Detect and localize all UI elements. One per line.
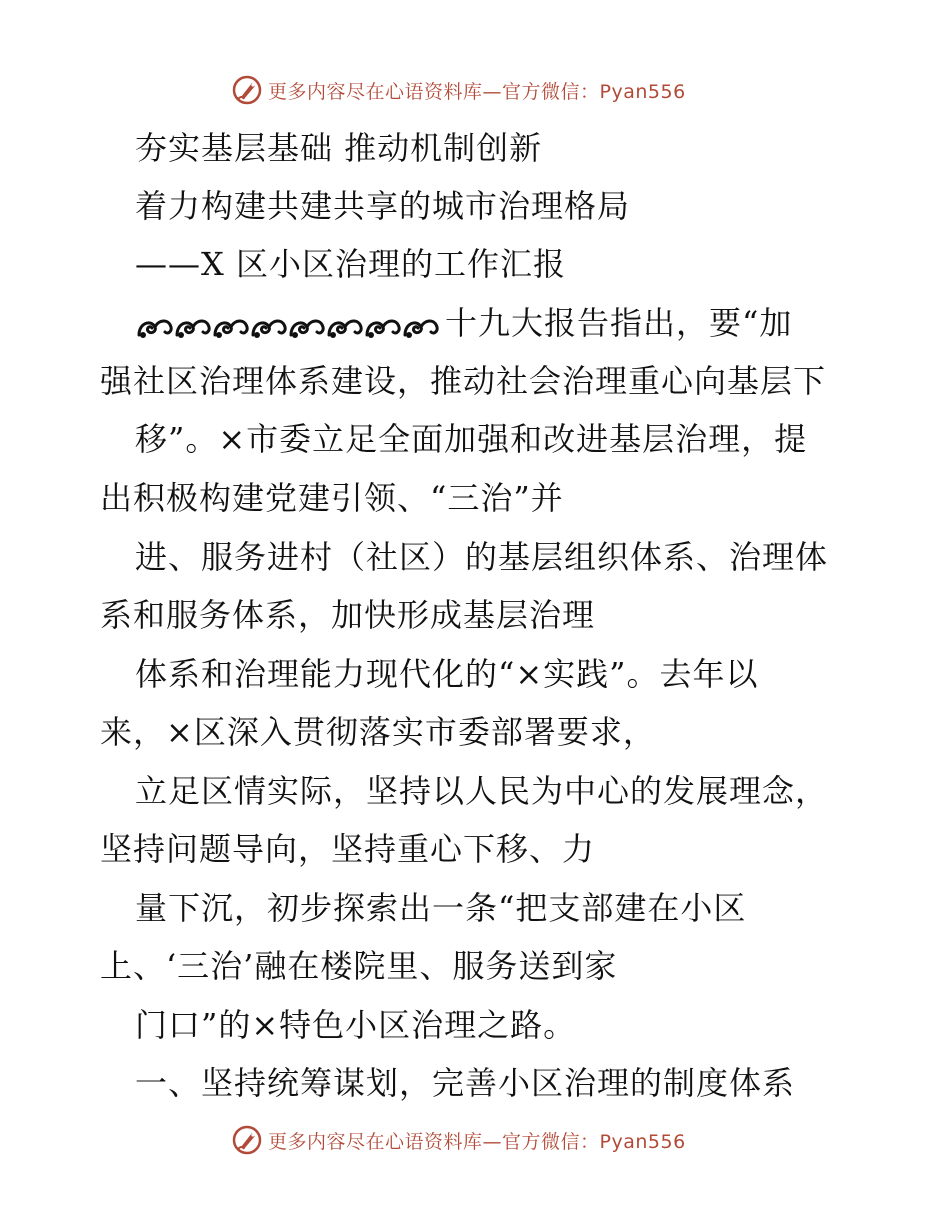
section-heading-1: 一、坚持统筹谋划，完善小区治理的制度体系 [135,1064,796,1102]
banner-text: 更多内容尽在心语资料库—官方微信：Pyan556 [268,1130,686,1153]
body-line-13: 门口”的×特色小区治理之路。 [135,1006,577,1044]
body-line-10: 坚持问题导向，坚持重心下移、力 [100,830,596,868]
body-line-3: 移”。×市委立足全面加强和改进基层治理，提 [135,420,808,458]
body-line-5: 进、服务进村（社区）的基层组织体系、治理体 [135,538,829,576]
ornament-swirl [139,321,171,338]
body-line-2: 强社区治理体系建设，推动社会治理重心向基层下 [100,362,827,400]
body-line-4: 出积极构建党建引领、“三治”并 [100,479,564,517]
banner-text: 更多内容尽在心语资料库—官方微信：Pyan556 [268,80,686,103]
body-line-12: 上、‘三治’融在楼院里、服务送到家 [100,947,618,985]
body-line-1 [135,303,792,343]
title-line-1: 夯实基层基础 推动机制创新 [135,129,543,167]
body-line-11: 量下沉，初步探索出一条“把支部建在小区 [135,889,747,927]
body-line-7: 体系和治理能力现代化的“×实践”。去年以 [135,655,759,693]
body-line-8: 来，×区深入贯彻落实市委部署要求， [100,713,656,751]
title-line-3: ——X 区小区治理的工作汇报 [135,245,566,283]
ornament-swirl [177,321,209,338]
ornament-swirl [291,321,323,338]
decorative-swirl-icon [135,309,445,343]
ornament-swirl [253,321,285,338]
pen-nib-logo-icon [232,1125,262,1155]
body-line-6: 系和服务体系，加快形成基层治理 [100,596,596,634]
footer-banner [232,1122,686,1158]
ornament-swirl [367,321,399,338]
pen-nib-logo-icon [232,75,262,105]
body-line-1-text: 十九大报告指出，要“加 [445,304,793,342]
ornament-swirl [215,321,247,338]
ornament-swirl [405,321,437,338]
ornament-swirl [329,321,361,338]
header-banner [232,72,686,108]
body-line-9: 立足区情实际，坚持以人民为中心的发展理念， [135,772,829,810]
title-line-2: 着力构建共建共享的城市治理格局 [135,187,631,225]
